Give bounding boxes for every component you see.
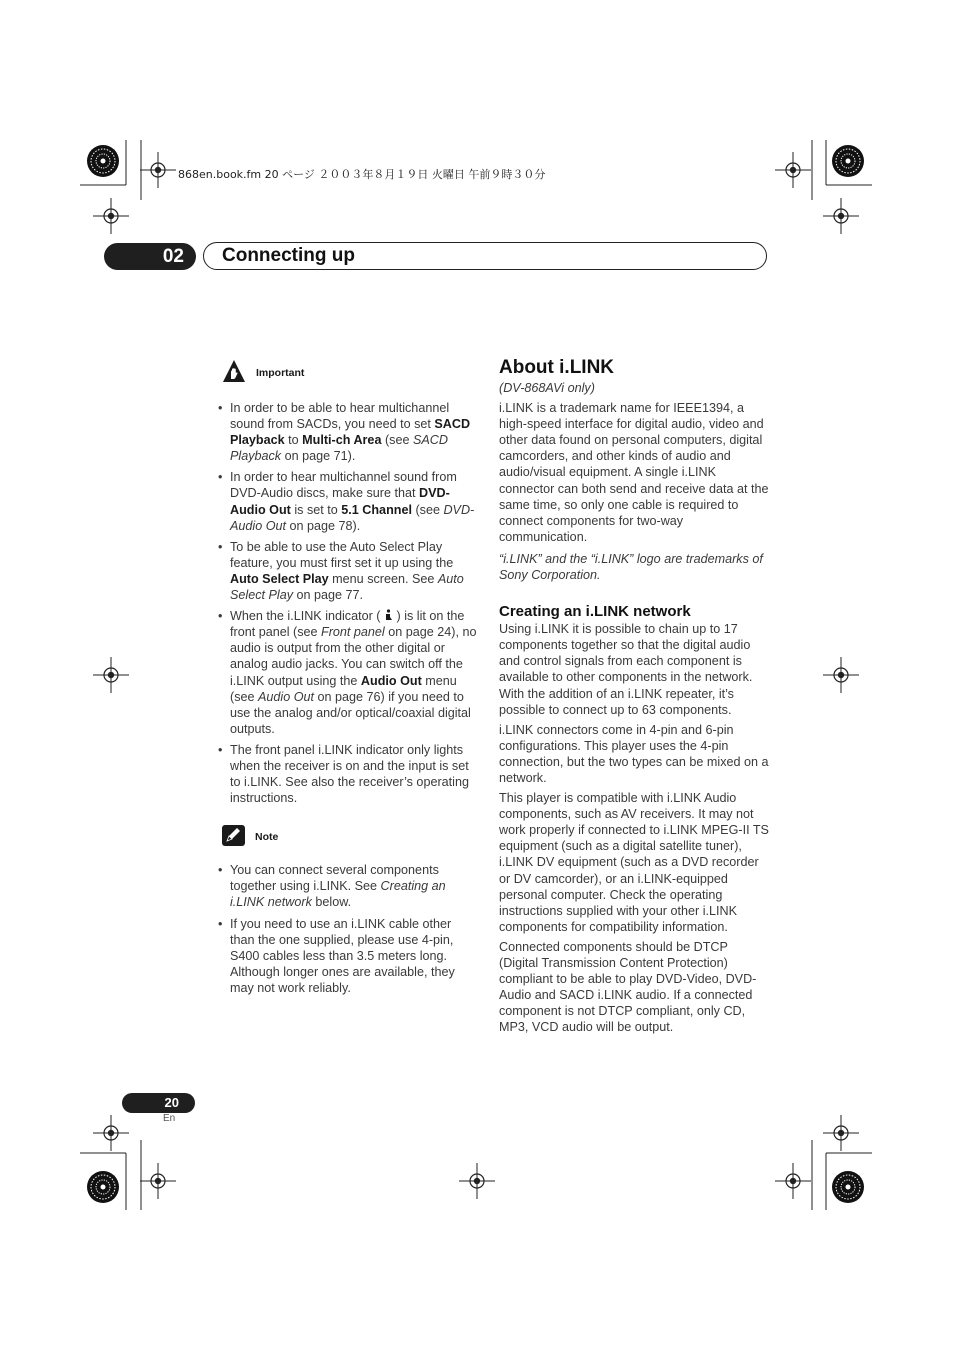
page-language: En [163, 1113, 176, 1124]
cross-reference: SACD Playback [230, 433, 448, 464]
crosshair-mark [775, 152, 811, 188]
cross-reference: Auto Select Play [230, 571, 464, 603]
cross-reference: Creating an i.LINK network [230, 879, 446, 910]
bullet-item [216, 862, 478, 910]
note-list [216, 862, 478, 996]
hand-warning-icon [222, 359, 246, 387]
about-ilink-heading: About i.LINK [499, 357, 615, 378]
crosshair-mark [93, 1115, 129, 1151]
about-ilink-body: i.LINK is a trademark name for IEEE1394, a high-speed interface for digital audio, video and other data found on personal computers, digital camcorders, and other kinds of audio and audio/visual equipment. A single i.LINK connector can both send and receive data at the same time, so only one cable is required to connect components for two-way communication. [499, 401, 769, 544]
printer-slug: 868en.book.fm 20 ページ ２００３年８月１９日 火曜日 午前９時３０分 [178, 168, 546, 181]
crosshair-mark [93, 198, 129, 234]
creating-network-heading: Creating an i.LINK network [499, 603, 691, 621]
chapter-title: Connecting up [222, 245, 355, 266]
bullet-item [216, 539, 478, 603]
trademark-notice: “i.LINK” and the “i.LINK” logo are trademarks of Sony Corporation. [499, 551, 763, 583]
starburst-mark [832, 145, 864, 177]
cross-reference: Audio Out [258, 689, 315, 704]
bullet-text: to [284, 433, 303, 448]
menu-setting-name: DVD-Audio Out [230, 486, 450, 517]
network-paragraph: This player is compatible with i.LINK Audio components, such as AV receivers. It may not work properly if connected to i.LINK MPEG-II TS equipment (such as a digital satellite tuner), i.LINK DV equipment (such as a DVD recorder or DV camcorder), or an i.LINK-equipped personal computer. Check the operating instructions supplied with your other i.LINK components for compatibility information. [499, 791, 769, 934]
starburst-mark [832, 1171, 864, 1203]
bullet-text: menu (see [230, 673, 457, 704]
network-paragraph: Using i.LINK it is possible to chain up to 17 components together so that the digital audio and control signals from each component is available to other components in the network. With the addition of an i.LINK repeater, it’s possible to connect up to 63 components. [499, 622, 753, 717]
bullet-text: ) is lit on the front panel (see [230, 609, 465, 640]
bullet-text: You can connect several components together using i.LINK. See [230, 863, 439, 894]
bullet-item [216, 608, 478, 737]
menu-setting-name: 5.1 Channel [341, 502, 412, 517]
crosshair-mark [140, 152, 176, 188]
crosshair-mark [140, 1163, 176, 1199]
left-column [216, 360, 478, 1001]
cross-reference: Front panel [321, 625, 385, 640]
menu-setting-name: Multi-ch Area [302, 433, 382, 448]
bullet-item [216, 916, 478, 996]
chapter-number-badge: 02 [104, 243, 196, 270]
bullet-text: (see [411, 502, 444, 517]
crosshair-mark [823, 1115, 859, 1151]
bullet-item [216, 742, 478, 806]
starburst-mark [87, 1171, 119, 1203]
starburst-mark [87, 145, 119, 177]
page-number: 20 [122, 1093, 195, 1113]
right-column [499, 356, 769, 1039]
bullet-item [216, 400, 478, 464]
bullet-text: To be able to use the Auto Select Play feature, you must first set it up using the [230, 539, 454, 570]
important-list [216, 400, 478, 806]
bullet-text: menu screen. See [328, 571, 438, 586]
bullet-text: below. [311, 895, 352, 910]
bullet-text: on page 71). [281, 449, 356, 464]
crosshair-mark [775, 1163, 811, 1199]
important-heading [222, 360, 478, 386]
bullet-text: In order to hear multichannel sound from DVD-Audio discs, make sure that [230, 470, 457, 501]
menu-setting-name: SACD Playback [230, 417, 471, 448]
bullet-text: on page 77. [293, 588, 364, 603]
crosshair-mark [823, 198, 859, 234]
crosshair-mark [459, 1163, 495, 1199]
model-note: (DV-868AVi only) [499, 381, 595, 395]
important-label: Important [256, 366, 305, 379]
ilink-indicator-icon [384, 609, 393, 623]
network-paragraph: Connected components should be DTCP (Digital Transmission Content Protection) compliant to be able to play DVD-Video, DVD-Audio and SACD i.LINK audio. If a connected component is not DTCP compliant, only CD, MP3, VCD audio will be output. [499, 939, 757, 1035]
note-section [216, 824, 478, 996]
bullet-text: on page 76) if you need to use the analog and/or optical/coaxial digital outputs. [230, 689, 471, 736]
bullet-text: on page 78). [286, 518, 361, 533]
menu-setting-name: Auto Select Play [230, 571, 329, 586]
crosshair-mark [823, 657, 859, 693]
bullet-text: on page 24), no audio is output from the other digital or analog audio jacks. You can switch off the i.LINK output using the [230, 625, 477, 688]
bullet-text: The front panel i.LINK indicator only lights when the receiver is on and the input is set to i.LINK. See also the receiver’s operating instructions. [230, 742, 469, 806]
note-heading [222, 824, 478, 850]
bullet-text: is set to [290, 502, 342, 517]
cross-reference: DVD-Audio Out [230, 502, 475, 533]
bullet-text: In order to be able to hear multichannel sound from SACDs, you need to set [230, 401, 450, 432]
bullet-text: (see [381, 433, 413, 448]
crosshair-mark [93, 657, 129, 693]
bullet-item [216, 469, 478, 533]
bullet-text: When the i.LINK indicator ( [230, 609, 384, 624]
pencil-note-icon [222, 825, 245, 850]
note-label: Note [255, 831, 279, 844]
bullet-text: If you need to use an i.LINK cable other than the one supplied, please use 4-pin, S400 cables less than 3.5 meters long. Although longer ones are available, they may not work reliably. [230, 916, 455, 995]
network-paragraph: i.LINK connectors come in 4-pin and 6-pin configurations. This player uses the 4-pin connection, but the two types can be mixed on a network. [499, 722, 769, 785]
menu-setting-name: Audio Out [360, 673, 422, 688]
